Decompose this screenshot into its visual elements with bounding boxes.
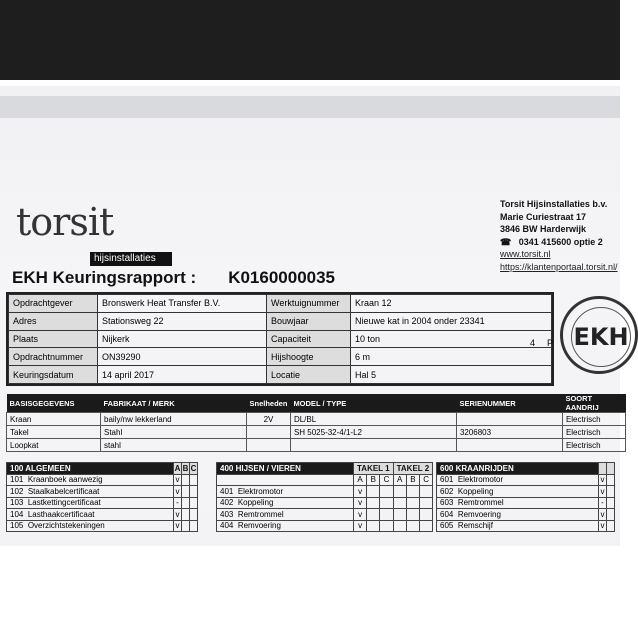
info-extra-number: 4 bbox=[530, 338, 536, 348]
info-label: Keuringsdatum bbox=[9, 366, 98, 384]
info-row bbox=[9, 348, 552, 366]
section-header-row bbox=[217, 463, 433, 475]
check-row bbox=[437, 486, 615, 498]
basis-cell: Takel bbox=[7, 426, 101, 439]
col-c: C bbox=[380, 474, 393, 486]
basis-header: Snelheden bbox=[247, 394, 291, 413]
section-title: 400 HIJSEN / VIEREN bbox=[217, 463, 354, 475]
info-label: Bouwjaar bbox=[267, 312, 351, 330]
check-mark: v bbox=[354, 520, 367, 532]
check-mark: v bbox=[175, 475, 180, 485]
basis-header: BASISGEGEVENS bbox=[7, 394, 101, 413]
company-portal-link[interactable]: https://klantenportaal.torsit.nl/ bbox=[500, 261, 618, 272]
info-value: ON39290 bbox=[98, 348, 267, 366]
check-label: 605 Remschijf bbox=[437, 520, 599, 532]
check-mark: - bbox=[174, 497, 182, 509]
paper-fold bbox=[0, 96, 620, 118]
section-400-hijsen bbox=[216, 462, 433, 532]
info-value: Hal 5 bbox=[351, 366, 552, 384]
basis-cell: Electrisch bbox=[562, 439, 625, 452]
basis-cell: 2V bbox=[247, 413, 291, 426]
basis-header: FABRIKAAT / MERK bbox=[101, 394, 247, 413]
info-label: Hijshoogte bbox=[267, 348, 351, 366]
check-mark: v bbox=[600, 475, 605, 485]
check-label: 403 Remtrommel bbox=[217, 509, 354, 521]
check-row bbox=[7, 520, 198, 532]
col-b: B bbox=[367, 474, 380, 486]
col-b: B bbox=[406, 474, 419, 486]
ekh-seal-logo bbox=[560, 296, 638, 374]
check-label: 603 Remtrommel bbox=[437, 497, 599, 509]
report-title-label: EKH Keuringsrapport : bbox=[12, 268, 197, 287]
section-header-row bbox=[437, 463, 615, 475]
logo-wordmark: torsit bbox=[16, 200, 114, 244]
info-row bbox=[9, 312, 552, 330]
info-row bbox=[9, 295, 552, 313]
info-label: Adres bbox=[9, 312, 98, 330]
basis-cell bbox=[456, 439, 562, 452]
check-label: 103 Lastkettingcertificaat bbox=[7, 497, 174, 509]
basis-header: SOORT AANDRIJ bbox=[562, 394, 625, 413]
info-row bbox=[9, 330, 552, 348]
check-row bbox=[437, 497, 615, 509]
company-name: Torsit Hijsinstallaties b.v. bbox=[500, 199, 608, 209]
check-row bbox=[7, 486, 198, 498]
sub-header-row bbox=[217, 474, 433, 486]
section-title: 100 ALGEMEEN bbox=[7, 463, 174, 475]
info-value: 6 m bbox=[351, 348, 552, 366]
basis-cell: DL/BL bbox=[290, 413, 456, 426]
col-a: A bbox=[174, 463, 181, 473]
info-value: Kraan 12 bbox=[351, 295, 552, 313]
info-value: Nijkerk bbox=[98, 330, 267, 348]
info-label: Locatie bbox=[267, 366, 351, 384]
basisgegevens-table bbox=[6, 394, 626, 452]
basis-row bbox=[7, 439, 626, 452]
basis-cell: SH 5025-32-4/1-L2 bbox=[290, 426, 456, 439]
check-label: 101 Kraanboek aanwezig bbox=[7, 474, 174, 486]
check-label: 105 Overzichtstekeningen bbox=[7, 520, 174, 532]
check-row bbox=[437, 474, 615, 486]
company-phone-row bbox=[500, 236, 618, 249]
basis-cell: Kraan bbox=[7, 413, 101, 426]
col-c: C bbox=[190, 463, 197, 473]
col-b: B bbox=[182, 463, 189, 473]
check-label: 601 Elektromotor bbox=[437, 474, 599, 486]
info-label: Werktuignummer bbox=[267, 295, 351, 313]
background-white bbox=[0, 546, 620, 620]
phone-icon: ☎ bbox=[500, 236, 512, 247]
check-label: 604 Remvoering bbox=[437, 509, 599, 521]
basis-cell: stahl bbox=[101, 439, 247, 452]
info-label: Capaciteit bbox=[267, 330, 351, 348]
basis-cell: baily/nw lekkerland bbox=[101, 413, 247, 426]
company-street: Marie Curiestraat 17 bbox=[500, 211, 587, 222]
col-c: C bbox=[420, 474, 433, 486]
col-a: A bbox=[393, 474, 406, 486]
info-value: 10 ton bbox=[351, 330, 552, 348]
report-number: K0160000035 bbox=[228, 268, 336, 287]
check-mark: - bbox=[599, 497, 607, 509]
info-value: 14 april 2017 bbox=[98, 366, 267, 384]
check-row bbox=[217, 486, 433, 498]
company-phone: 0341 415600 optie 2 bbox=[518, 236, 603, 247]
check-row bbox=[7, 509, 198, 521]
check-row bbox=[217, 497, 433, 509]
section-100-algemeen bbox=[6, 462, 198, 532]
check-row bbox=[217, 520, 433, 532]
basis-cell: Loopkat bbox=[7, 439, 101, 452]
background-dark bbox=[0, 0, 620, 80]
check-row bbox=[217, 509, 433, 521]
torsit-logo bbox=[12, 190, 172, 270]
check-row bbox=[7, 474, 198, 486]
report-title bbox=[12, 268, 335, 288]
basis-cell: Stahl bbox=[101, 426, 247, 439]
check-label: 102 Staalkabelcertificaat bbox=[7, 486, 174, 498]
check-label: 402 Koppeling bbox=[217, 497, 354, 509]
check-label: 602 Koppeling bbox=[437, 486, 599, 498]
basis-header: SERIENUMMER bbox=[456, 394, 562, 413]
check-mark: v bbox=[175, 509, 180, 519]
takel1-header: TAKEL 1 bbox=[354, 463, 394, 475]
basis-cell bbox=[290, 439, 456, 452]
check-label: 401 Elektromotor bbox=[217, 486, 354, 498]
basis-cell bbox=[247, 439, 291, 452]
basis-header: MODEL / TYPE bbox=[290, 394, 456, 413]
basis-cell: 3206803 bbox=[456, 426, 562, 439]
seal-text: EKH bbox=[571, 307, 631, 367]
check-row bbox=[437, 520, 615, 532]
check-mark: v bbox=[354, 509, 367, 521]
basis-cell bbox=[247, 426, 291, 439]
basis-cell: Electrisch bbox=[562, 413, 625, 426]
logo-tagline: hijsinstallaties bbox=[90, 252, 172, 266]
company-address bbox=[500, 198, 618, 273]
section-600-kraanrijden bbox=[436, 462, 615, 532]
info-row bbox=[9, 366, 552, 384]
basis-row bbox=[7, 413, 626, 426]
check-mark: v bbox=[600, 486, 605, 496]
info-label: Opdrachtnummer bbox=[9, 348, 98, 366]
check-mark: v bbox=[354, 497, 367, 509]
info-label: Opdrachtgever bbox=[9, 295, 98, 313]
company-web-link[interactable]: www.torsit.nl bbox=[500, 249, 551, 259]
check-mark: v bbox=[175, 486, 180, 496]
basis-row bbox=[7, 426, 626, 439]
info-value: Stationsweg 22 bbox=[98, 312, 267, 330]
check-label: 404 Remvoering bbox=[217, 520, 354, 532]
check-row bbox=[437, 509, 615, 521]
check-mark: v bbox=[175, 521, 180, 531]
info-label: Plaats bbox=[9, 330, 98, 348]
section-header-row bbox=[7, 463, 198, 475]
basis-cell bbox=[456, 413, 562, 426]
takel2-header: TAKEL 2 bbox=[393, 463, 433, 475]
company-city: 3846 BW Harderwijk bbox=[500, 224, 587, 234]
basis-cell: Electrisch bbox=[562, 426, 625, 439]
info-extra-letter: P bbox=[547, 338, 554, 348]
check-label: 104 Lasthaakcertificaat bbox=[7, 509, 174, 521]
section-title: 600 KRAANRIJDEN bbox=[437, 463, 599, 475]
check-mark: v bbox=[354, 486, 367, 498]
check-row bbox=[7, 497, 198, 509]
basis-header-row bbox=[7, 394, 626, 413]
col-a: A bbox=[354, 474, 367, 486]
info-table bbox=[6, 292, 554, 386]
check-mark: v bbox=[600, 509, 605, 519]
info-value: Bronswerk Heat Transfer B.V. bbox=[98, 295, 267, 313]
info-value: Nieuwe kat in 2004 onder 23341 bbox=[351, 312, 552, 330]
check-mark: v bbox=[600, 521, 605, 531]
